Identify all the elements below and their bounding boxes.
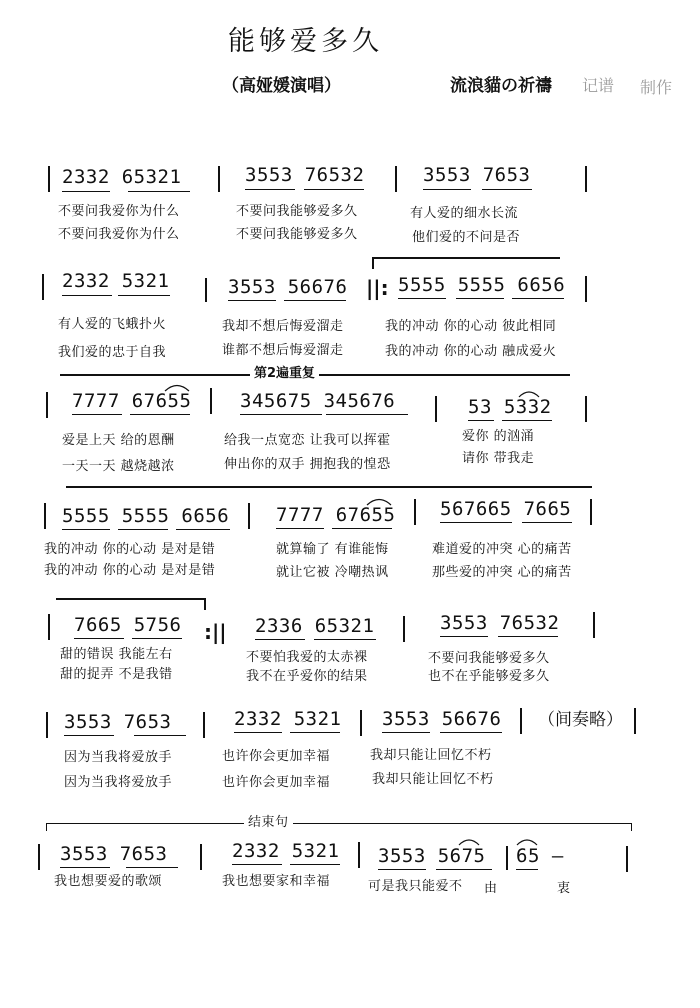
ending-bracket-line <box>46 823 47 831</box>
barline <box>48 166 50 192</box>
lyric: 就算输了 有谁能悔 <box>276 542 389 557</box>
note-underline <box>126 867 178 868</box>
barline <box>585 396 587 422</box>
interlude-note: （间奏略） <box>538 710 623 730</box>
lyric: 我不在乎爱你的结果 <box>246 669 368 684</box>
repeat-start-sign: ||: <box>366 276 389 300</box>
lyric: 就让它被 冷嘲热讽 <box>276 565 389 580</box>
lyric: 我却只能让回忆不朽 <box>372 772 494 787</box>
note-underline <box>456 298 504 299</box>
lyric: 爱你 的汹涌 <box>462 429 535 444</box>
note-underline <box>132 638 182 639</box>
repeat-end-sign: :|| <box>204 620 227 644</box>
note-underline <box>255 639 305 640</box>
lyric: 因为当我将爱放手 <box>64 750 173 765</box>
note-underline <box>304 189 364 190</box>
note-underline <box>314 639 376 640</box>
measure-notes: 2332 5321 <box>232 840 340 862</box>
lyric: 可是我只能爱不 <box>368 879 463 894</box>
measure-notes: 2332 65321 <box>62 166 182 188</box>
barline <box>358 842 360 868</box>
ending-bracket-line <box>631 823 632 831</box>
note-underline <box>498 636 558 637</box>
note-underline <box>482 189 532 190</box>
note-underline <box>516 869 538 870</box>
tie-arc <box>458 836 480 846</box>
lyric: 我的冲动 你的心动 是对是错 <box>44 563 216 578</box>
lyric: 伸出你的双手 拥抱我的惶恐 <box>224 457 391 472</box>
note-underline <box>423 189 471 190</box>
lyric: 不要怕我爱的太赤裸 <box>246 650 368 665</box>
barline <box>585 166 587 192</box>
tie-arc <box>164 382 190 392</box>
note-underline <box>245 189 295 190</box>
measure-notes: 567665 7665 <box>440 498 572 520</box>
note-underline <box>62 295 112 296</box>
volta-bracket-line <box>204 598 206 610</box>
note-underline <box>290 732 340 733</box>
lyric: 不要问我能够爱多久 <box>428 651 550 666</box>
measure-notes: 2332 5321 <box>234 708 342 730</box>
lyric: 我的冲动 你的心动 是对是错 <box>44 542 216 557</box>
barline <box>414 499 416 525</box>
lyric: 甜的错误 我能左右 <box>60 647 173 662</box>
singer-credit: （高娅媛演唱） <box>222 76 341 96</box>
note-underline <box>74 638 124 639</box>
produce-credit: 制作 <box>640 78 673 97</box>
note-underline <box>64 735 114 736</box>
measure-notes: 53 5332 <box>468 396 552 418</box>
note-underline <box>440 636 488 637</box>
barline <box>46 712 48 738</box>
note-underline <box>326 414 408 415</box>
barline <box>48 614 50 640</box>
note-underline <box>72 414 122 415</box>
measure-notes: 65 — <box>516 845 564 867</box>
ending-bracket-line <box>46 823 632 824</box>
lyric: 我也想要家和幸福 <box>222 874 331 889</box>
note-underline <box>382 732 430 733</box>
measure-notes: 7777 67655 <box>72 390 192 412</box>
barline <box>626 846 628 872</box>
note-underline <box>130 414 190 415</box>
barline <box>585 276 587 302</box>
lyric: 我的冲动 你的心动 融成爱火 <box>385 344 557 359</box>
barline <box>395 166 397 192</box>
note-underline <box>440 732 502 733</box>
barline <box>248 503 250 529</box>
note-underline <box>512 298 564 299</box>
barline <box>506 846 508 870</box>
lyric: 我也想要爱的歌颂 <box>54 874 163 889</box>
note-underline <box>176 529 230 530</box>
note-underline <box>62 529 110 530</box>
barline <box>46 392 48 418</box>
measure-notes: 3553 56676 <box>382 708 502 730</box>
section-divider <box>66 486 592 488</box>
lyric: 他们爱的不问是否 <box>412 230 521 245</box>
note-underline <box>276 528 324 529</box>
lyric: 给我一点宽恋 让我可以挥霍 <box>224 433 391 448</box>
measure-notes: 7777 67655 <box>276 504 396 526</box>
barline <box>205 278 207 302</box>
repeat-bracket-line <box>372 257 560 259</box>
lyric: 因为当我将爱放手 <box>64 775 173 790</box>
ending-label: 结束句 <box>244 816 293 829</box>
note-underline <box>234 732 282 733</box>
note-underline <box>332 528 392 529</box>
note-underline <box>290 864 340 865</box>
barline <box>403 616 405 642</box>
lyric: 不要问我能够爱多久 <box>236 227 358 242</box>
note-underline <box>378 869 426 870</box>
barline <box>203 712 205 738</box>
barline <box>593 612 595 638</box>
note-underline <box>60 867 110 868</box>
note-underline <box>118 295 170 296</box>
barline <box>38 844 40 870</box>
measure-notes: 3553 56676 <box>228 276 348 298</box>
lyric: 甜的捉弄 不是我错 <box>60 667 173 682</box>
note-underline <box>228 300 276 301</box>
barline <box>200 844 202 870</box>
lyric: 不要问我爱你为什么 <box>58 204 180 219</box>
barline <box>520 708 522 734</box>
repeat-second-label: 第2遍重复 <box>250 367 319 380</box>
arranger-credit: 流浪貓の祈禱 <box>450 76 552 96</box>
note-underline <box>118 529 168 530</box>
measure-notes: 3553 76532 <box>245 164 365 186</box>
lyric: 我们爱的忠于自我 <box>58 345 167 360</box>
measure-notes: 5555 5555 6656 <box>62 505 230 527</box>
note-underline <box>398 298 446 299</box>
note-underline <box>436 869 492 870</box>
note-underline <box>240 414 322 415</box>
barline <box>360 710 362 736</box>
measure-notes: 3553 76532 <box>440 612 560 634</box>
lyric: 衷 <box>557 881 571 896</box>
barline <box>42 274 44 300</box>
lyric: 我却只能让回忆不朽 <box>370 748 492 763</box>
barline <box>590 499 592 525</box>
lyric: 难道爱的冲突 心的痛苦 <box>432 542 572 557</box>
barline <box>210 388 212 414</box>
measure-notes: 3553 7653 <box>423 164 531 186</box>
note-underline <box>522 522 572 523</box>
note-underline <box>468 420 494 421</box>
barline <box>44 503 46 529</box>
note-underline <box>232 864 282 865</box>
note-underline <box>128 191 190 192</box>
lyric: 我却不想后悔爱溜走 <box>222 319 344 334</box>
measure-notes: 3553 7653 <box>60 843 168 865</box>
barline <box>435 396 437 422</box>
lyric: 也许你会更加幸福 <box>222 775 331 790</box>
lyric: 由 <box>484 881 498 896</box>
note-underline <box>284 300 346 301</box>
measure-notes: 2336 65321 <box>255 615 375 637</box>
note-underline <box>134 735 186 736</box>
lyric: 请你 带我走 <box>462 451 535 466</box>
note-underline <box>62 191 110 192</box>
lyric: 不要问我爱你为什么 <box>58 227 180 242</box>
measure-notes: 345675 345676 <box>240 390 396 412</box>
measure-notes: 7665 5756 <box>74 614 182 636</box>
tie-arc <box>366 496 392 506</box>
lyric: 我的冲动 你的心动 彼此相同 <box>385 319 557 334</box>
volta-bracket-line <box>56 598 206 600</box>
note-underline <box>440 522 512 523</box>
lyric: 也不在乎能够爱多久 <box>428 669 550 684</box>
repeat-bracket-line <box>372 257 374 269</box>
measure-notes: 3553 5675 <box>378 845 486 867</box>
lyric: 也许你会更加幸福 <box>222 749 331 764</box>
measure-notes: 5555 5555 6656 <box>398 274 566 296</box>
lyric: 有人爱的飞蛾扑火 <box>58 317 167 332</box>
measure-notes: 2332 5321 <box>62 270 170 292</box>
tie-arc <box>516 836 538 846</box>
lyric: 谁都不想后悔爱溜走 <box>222 343 344 358</box>
barline <box>218 166 220 192</box>
lyric: 不要问我能够爱多久 <box>236 204 358 219</box>
lyric: 有人爱的细水长流 <box>410 206 519 221</box>
lyric: 一天一天 越烧越浓 <box>62 459 175 474</box>
tie-arc <box>518 388 540 398</box>
transcribe-credit: 记谱 <box>582 76 615 95</box>
lyric: 爱是上天 给的恩酬 <box>62 433 175 448</box>
lyric: 那些爱的冲突 心的痛苦 <box>432 565 572 580</box>
measure-notes: 3553 7653 <box>64 711 172 733</box>
song-title: 能够爱多久 <box>228 26 383 57</box>
note-underline <box>502 420 552 421</box>
barline <box>634 708 636 734</box>
